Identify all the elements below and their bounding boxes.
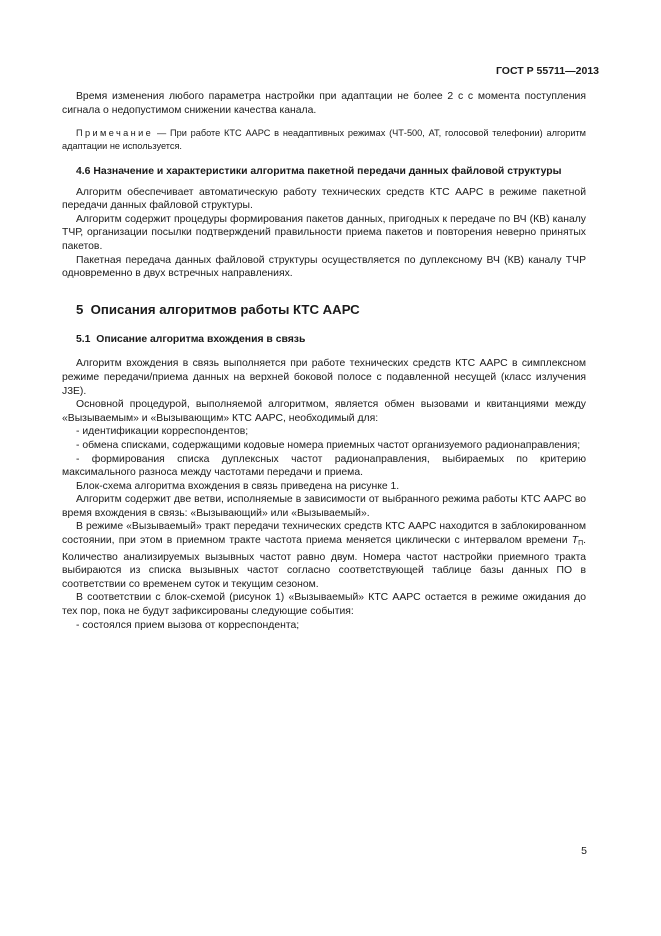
section-4-6-heading [62,165,586,179]
note-text: — При работе КТС ААРС в неадаптивных режимах (ЧТ-500, АТ, голосовой телефонии) алгоритм адаптации не используется. [62,128,586,151]
section-5-1-title: Описание алгоритма вхождения в связь [96,333,306,345]
note-label: Примечание [76,128,154,139]
section-5-1-paragraph-4: Алгоритм содержит две ветви, исполняемые в зависимости от выбранного режима работы КТС ААРС во время вхождения в связь: «Вызывающий» или «Вызываемый». [62,494,586,519]
document-id: ГОСТ Р 55711—2013 [495,65,599,77]
section-5-1-number: 5.1 [76,333,91,345]
paragraph-text-part: В режиме «Вызываемый» тракт передачи технических средств КТС ААРС находится в заблокированном состоянии, при этом в приемном тракте частота приема меняется циклически с интервалом времени [62,521,586,547]
list-item: - обмена списками, содержащими кодовые номера приемных частот организуемого радионаправления; [76,439,581,451]
page-content [62,90,586,632]
section-5-1-paragraph-5 [62,520,586,591]
list-item: - формирования списка дуплексных частот радионаправления, выбираемых по критерию максимального разноса между частотами передачи и приема. [62,453,586,479]
section-5-1-heading [62,333,586,347]
section-5-1-paragraph-3: Блок-схема алгоритма вхождения в связь приведена на рисунке 1. [76,480,400,492]
section-4-6-paragraph-1: Алгоритм обеспечивает автоматическую работу технических средств КТС ААРС в режиме пакетной передачи данных файловой структуры. [62,186,586,212]
section-5-1-paragraph-6: В соответствии с блок-схемой (рисунок 1) «Вызываемый» КТС ААРС остается в режиме ожидания до тех пор, пока не будут зафиксированы следующие события: [62,592,586,618]
section-5-1-paragraph-2: Основной процедурой, выполняемой алгоритмом, является обмен вызовами и квитанциями между «Вызываемым» и «Вызывающим» КТС ААРС, необходимый для: [62,399,586,424]
section-5-1-paragraph-1: Алгоритм вхождения в связь выполняется при работе технических средств КТС ААРС в симплексном режиме передачи/приема данных на верхней боковой полосе с подавленной несущей (класс излучения J3E). [62,358,586,397]
section-4-6-paragraph-2: Алгоритм содержит процедуры формирования пакетов данных, пригодных к передаче по ВЧ (КВ) каналу ТЧР, организации посылки подтверждений правильности приема пакетов и повторения неверно принятых пакетов. [62,213,586,252]
list-item: - состоялся прием вызова от корреспондента; [76,619,300,631]
section-4-6-title: Назначение и характеристики алгоритма пакетной передачи данных файловой структуры [93,166,562,177]
page-number: 5 [581,845,587,857]
note [62,127,586,152]
list-item: - идентификации корреспондентов; [76,426,249,438]
section-5-title: Описания алгоритмов работы КТС ААРС [90,301,360,317]
paragraph-adaptation-time: Время изменения любого параметра настройки при адаптации не более 2 с с момента поступления сигнала о недопустимом снижении качества канала. [62,91,586,116]
section-4-6-paragraph-3: Пакетная передача данных файловой структуры осуществляется по дуплексному ВЧ (КВ) каналу ТЧР одновременно в двух встречных направлениях. [62,254,586,280]
section-4-6-number: 4.6 [76,166,91,177]
time-symbol: T [571,535,579,547]
paragraph-text-part: . Количество анализируемых вызывных частот равно двум. Номера частот настройки приемного тракта выбираются из списка вызывных частот согласно соответствующей таблице базы данных ПО в соответствии со временем суток и текущим сезоном. [62,535,586,590]
time-symbol-subscript: П [578,540,584,548]
section-5-heading [62,302,586,318]
section-5-number: 5 [76,301,84,317]
